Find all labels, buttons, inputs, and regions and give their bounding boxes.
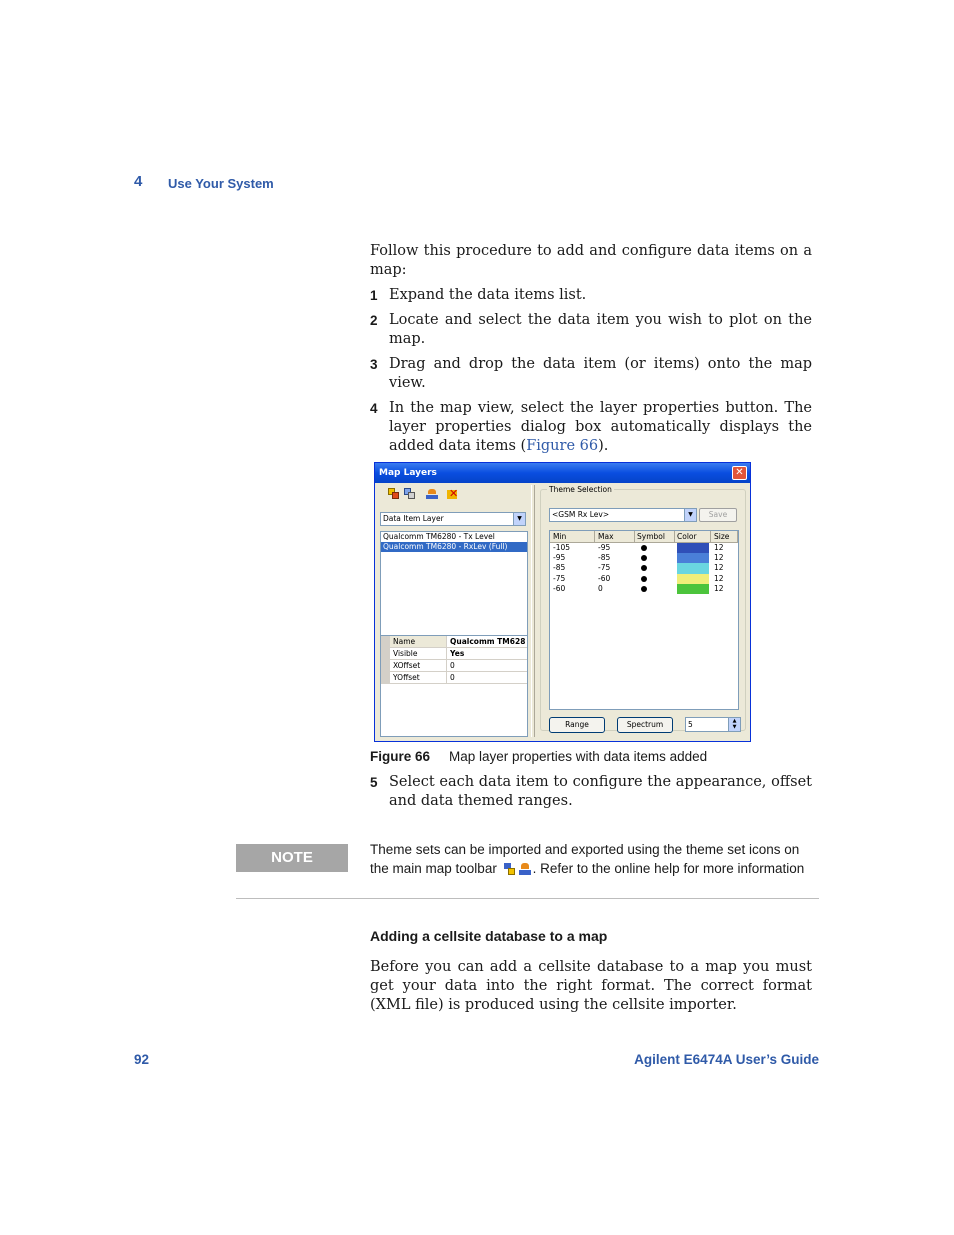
table-row[interactable] — [550, 563, 738, 573]
cell-max: -85 — [598, 553, 611, 563]
section-heading: Adding a cellsite database to a map — [370, 928, 608, 944]
cell-size: 12 — [714, 573, 724, 583]
cell-symbol — [635, 574, 675, 584]
spectrum-button[interactable]: Spectrum — [617, 717, 673, 733]
dot-symbol-icon — [641, 555, 647, 561]
chevron-down-icon[interactable]: ▼ — [684, 509, 696, 521]
cell-symbol — [635, 543, 675, 553]
step-number: 1 — [370, 288, 378, 303]
add-layer-icon[interactable] — [388, 488, 400, 500]
dot-symbol-icon — [641, 576, 647, 582]
step-2 — [370, 311, 812, 349]
cell-color[interactable] — [675, 574, 711, 584]
note-text-after: . Refer to the online help for more information — [532, 861, 805, 876]
map-layers-dialog — [374, 462, 751, 742]
cell-min: -75 — [553, 573, 566, 583]
property-row[interactable] — [381, 648, 527, 660]
cell-color[interactable] — [675, 553, 711, 563]
figure-caption — [370, 749, 708, 764]
property-name: Visible — [381, 648, 447, 659]
layer-type-select[interactable] — [380, 512, 526, 526]
step-text-before: In the map view, select the layer properties button. The layer properties dialog box automatically displays the added data items ( — [389, 400, 812, 454]
layer-list[interactable] — [380, 531, 528, 641]
section-divider — [236, 898, 819, 899]
theme-range-table — [549, 530, 739, 710]
chevron-down-icon[interactable]: ▼ — [513, 513, 525, 525]
layers-toolbar — [378, 485, 530, 505]
property-value[interactable]: 0 — [450, 661, 455, 670]
guide-title: Agilent E6474A User’s Guide — [634, 1052, 819, 1067]
figure-caption-text: Map layer properties with data items added — [449, 749, 708, 764]
table-row[interactable] — [550, 584, 738, 594]
column-header-max[interactable]: Max — [595, 531, 635, 542]
table-body — [550, 543, 738, 594]
dot-symbol-icon — [641, 545, 647, 551]
property-name: YOffset — [381, 672, 447, 683]
cell-max: -60 — [598, 573, 611, 583]
figure-label: Figure 66 — [370, 749, 431, 764]
property-row[interactable] — [381, 636, 527, 648]
cell-size: 12 — [714, 563, 724, 573]
layer-list-item[interactable]: Qualcomm TM6280 - Tx Level — [383, 532, 495, 541]
spinner-value: 5 — [688, 720, 693, 729]
step-text: Expand the data items list. — [389, 287, 587, 303]
close-icon[interactable]: ✕ — [732, 466, 747, 480]
property-row[interactable] — [381, 672, 527, 684]
step-text — [389, 399, 812, 456]
property-row[interactable] — [381, 660, 527, 672]
dialog-title: Map Layers — [379, 468, 437, 478]
save-button[interactable]: Save — [699, 508, 737, 522]
cell-symbol — [635, 563, 675, 573]
delete-icon[interactable]: ✕ — [449, 487, 459, 500]
theme-selection-label: Theme Selection — [549, 485, 612, 494]
theme-panel — [538, 485, 747, 737]
color-swatch[interactable] — [677, 563, 709, 573]
column-header-symbol[interactable]: Symbol — [635, 531, 675, 542]
step-5 — [370, 773, 812, 811]
property-name: XOffset — [381, 660, 447, 671]
step-number: 3 — [370, 357, 378, 372]
layers-panel — [378, 485, 530, 737]
step-number: 4 — [370, 401, 378, 416]
column-header-min[interactable]: Min — [550, 531, 595, 542]
theme-export-icon — [518, 862, 532, 876]
chapter-number: 4 — [134, 173, 143, 190]
step-text: Drag and drop the data item (or items) onto the map view. — [389, 356, 812, 391]
theme-select[interactable] — [549, 508, 697, 522]
cell-symbol — [635, 553, 675, 563]
figure-link[interactable]: Figure 66 — [526, 438, 599, 454]
range-count-spinner[interactable] — [685, 717, 741, 732]
cell-size: 12 — [714, 583, 724, 593]
step-text-after: ). — [598, 438, 609, 454]
color-swatch[interactable] — [677, 543, 709, 553]
property-value[interactable]: 0 — [450, 673, 455, 682]
color-swatch[interactable] — [677, 574, 709, 584]
dot-symbol-icon — [641, 586, 647, 592]
step-1 — [370, 286, 812, 305]
property-name: Name — [381, 636, 447, 647]
step-number: 5 — [370, 775, 378, 790]
cell-symbol — [635, 584, 675, 594]
layer-property-grid — [380, 635, 528, 737]
step-text: Select each data item to configure the appearance, offset and data themed ranges. — [389, 774, 812, 809]
layer-type-value: Data Item Layer — [383, 514, 444, 523]
intro-paragraph: Follow this procedure to add and configure data items on a map: — [370, 243, 812, 278]
cell-color[interactable] — [675, 563, 711, 573]
dot-symbol-icon — [641, 565, 647, 571]
color-swatch[interactable] — [677, 584, 709, 594]
cell-min: -85 — [553, 563, 566, 573]
theme-import-icon — [502, 862, 516, 876]
cell-max: 0 — [598, 583, 603, 593]
cell-size: 12 — [714, 543, 724, 552]
cell-max: -75 — [598, 563, 611, 573]
cell-color[interactable] — [675, 584, 711, 594]
remove-layer-icon[interactable] — [404, 488, 416, 500]
cell-max: -95 — [598, 543, 611, 552]
note-text — [370, 840, 820, 878]
section-paragraph: Before you can add a cellsite database to a map you must get your data into the right format. The correct format (XML file) is produced using the cellsite importer. — [370, 959, 812, 1013]
column-header-size[interactable]: Size — [711, 531, 738, 542]
color-swatch[interactable] — [677, 553, 709, 563]
chapter-title: Use Your System — [168, 176, 274, 191]
table-row[interactable] — [550, 543, 738, 553]
table-header — [550, 531, 738, 543]
table-row[interactable] — [550, 553, 738, 563]
cell-min: -95 — [553, 553, 566, 563]
step-text: Locate and select the data item you wish to plot on the map. — [389, 312, 812, 347]
page-number: 92 — [134, 1052, 150, 1067]
panel-splitter[interactable] — [531, 485, 535, 737]
note-text-before: Theme sets can be imported and exported using the theme set icons on the main map toolbar — [370, 842, 800, 876]
step-number: 2 — [370, 313, 378, 328]
theme-selection-group — [540, 485, 746, 731]
cell-min: -60 — [553, 583, 566, 593]
cell-color[interactable] — [675, 543, 711, 553]
property-value[interactable]: Qualcomm TM628 — [450, 637, 526, 646]
step-4 — [370, 399, 812, 456]
cell-min: -105 — [553, 543, 571, 552]
column-header-color[interactable]: Color — [675, 531, 711, 542]
range-button[interactable]: Range — [549, 717, 605, 733]
theme-import-icon[interactable] — [426, 488, 438, 500]
theme-select-value: <GSM Rx Lev> — [552, 510, 610, 519]
step-3 — [370, 355, 812, 393]
cell-size: 12 — [714, 553, 724, 563]
property-value[interactable]: Yes — [450, 649, 465, 658]
dialog-titlebar — [375, 463, 750, 483]
table-row[interactable] — [550, 574, 738, 584]
spinner-arrows-icon[interactable]: ▲ ▼ — [728, 718, 740, 731]
note-label: NOTE — [236, 844, 348, 872]
layer-list-item-selected[interactable]: Qualcomm TM6280 - RxLev (Full) — [381, 542, 527, 552]
